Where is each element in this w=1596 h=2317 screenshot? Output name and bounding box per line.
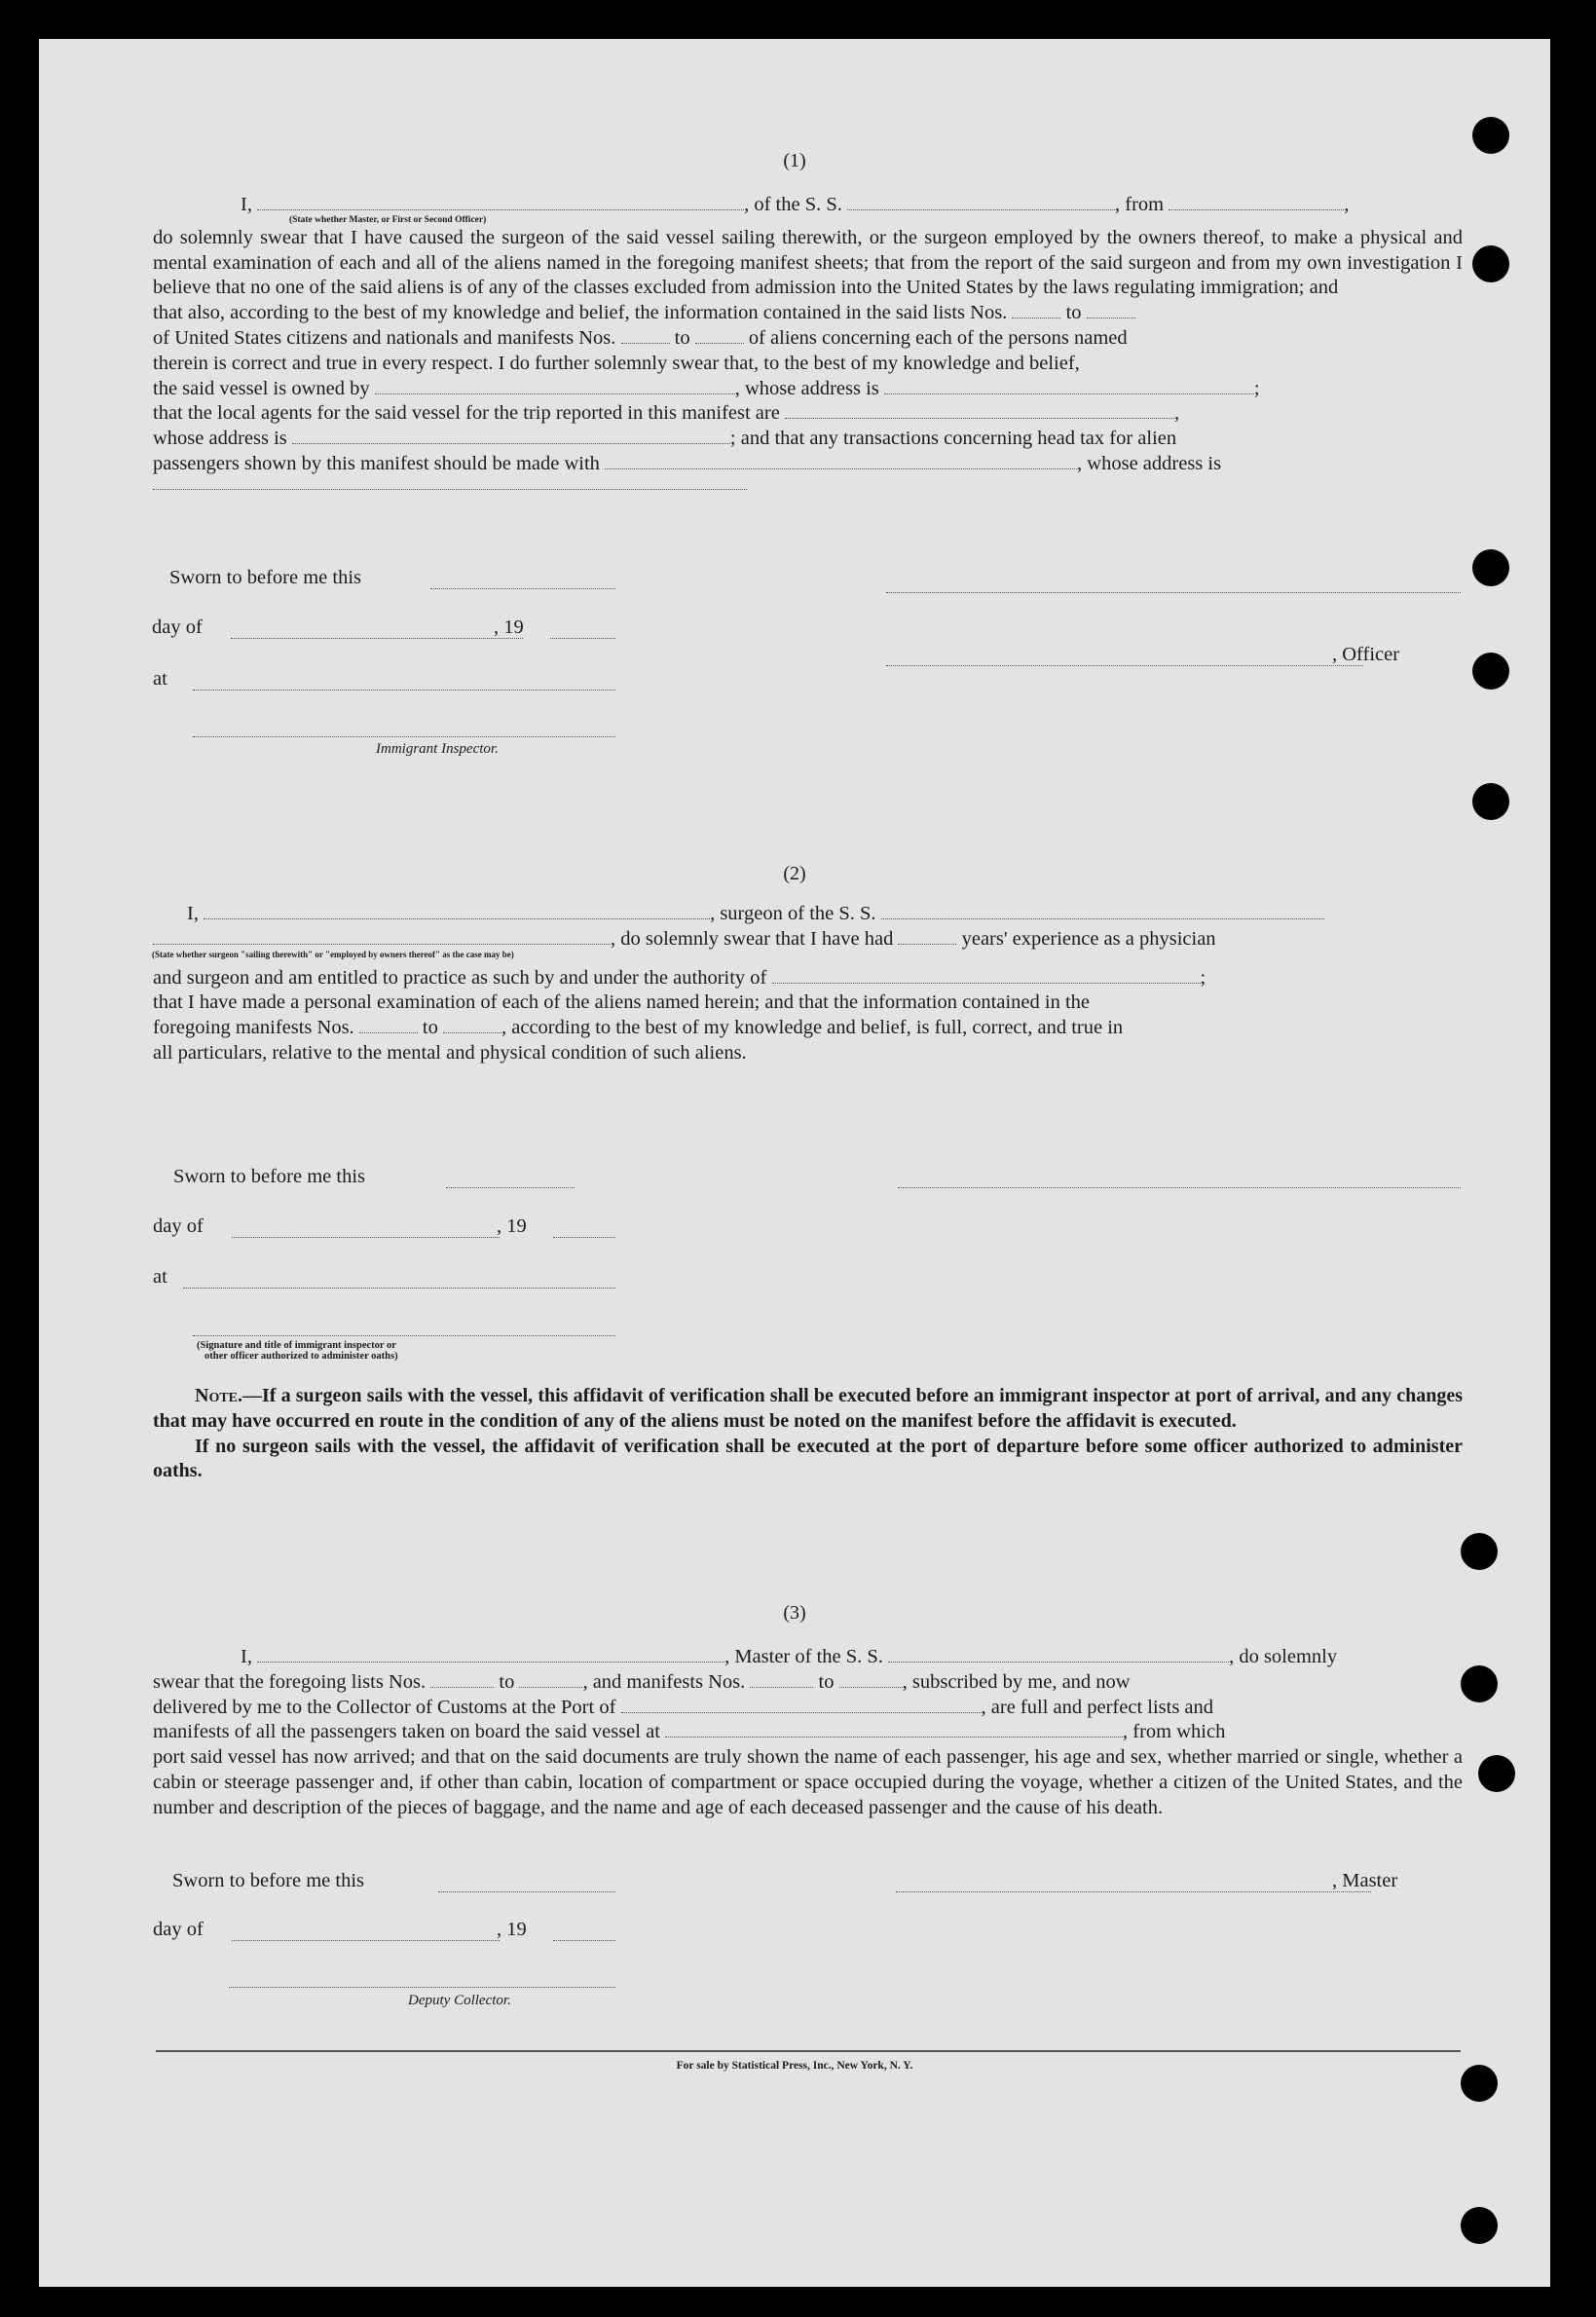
owner-address-field[interactable]: [884, 378, 1254, 394]
punch-hole: [1461, 2207, 1498, 2244]
boarding-port-field[interactable]: [665, 1721, 1123, 1738]
form-page: [39, 39, 1550, 2287]
deputy-collector-caption: Deputy Collector.: [408, 1993, 511, 2008]
sworn-label-3: Sworn to before me this: [172, 1870, 364, 1891]
footer-text: For sale by Statistical Press, Inc., New York, N. Y.: [676, 2060, 913, 2072]
place-field-1[interactable]: [193, 689, 615, 691]
authority-field[interactable]: [772, 967, 1201, 984]
year-field-1[interactable]: [550, 637, 615, 639]
inspector-signature-line-2[interactable]: [193, 1334, 615, 1336]
master-signature-line[interactable]: [896, 1890, 1371, 1892]
month-field-2[interactable]: [232, 1236, 500, 1238]
note-paragraph-1: —If a surgeon sails with the vessel, this affidavit of verification shall be executed before an immigrant inspector at port of arrival, and any changes that may have occurred en route in the condition of any of the aliens must be noted on the manifest before the affidavit is executed.: [153, 1385, 1463, 1432]
deputy-collector-signature-line[interactable]: [229, 1986, 615, 1988]
manifests-to-field[interactable]: [695, 327, 744, 344]
surgeon-status-field[interactable]: [153, 928, 611, 945]
note-paragraph-2: If no surgeon sails with the vessel, the affidavit of verification shall be executed at the port of departure before some officer authorized to administer oaths.: [153, 1435, 1463, 1482]
sworn-label-1: Sworn to before me this: [169, 567, 361, 588]
year-field-3[interactable]: [553, 1939, 615, 1941]
sig-caption-line2: other officer authorized to administer oaths): [204, 1351, 398, 1362]
master-label: , Master: [1332, 1870, 1398, 1891]
punch-hole: [1461, 1665, 1498, 1702]
master-lists-from-field[interactable]: [430, 1671, 494, 1688]
surgeon-vessel-field[interactable]: [881, 903, 1324, 919]
footer-rule: [156, 2050, 1461, 2052]
officer-label: , Officer: [1332, 644, 1400, 665]
officer-signature-line[interactable]: [886, 591, 1461, 593]
head-tax-address-field[interactable]: [153, 481, 747, 490]
year-field-2[interactable]: [553, 1236, 615, 1238]
years-experience-field[interactable]: [898, 928, 956, 945]
sworn-label-2: Sworn to before me this: [173, 1166, 365, 1187]
year-label-1: , 19: [494, 617, 524, 638]
punch-hole: [1472, 245, 1509, 282]
collector-port-field[interactable]: [621, 1697, 982, 1713]
punch-hole: [1472, 549, 1509, 586]
departure-port-field[interactable]: [1169, 194, 1344, 210]
master-manifests-to-field[interactable]: [839, 1671, 903, 1688]
section1-paragraph: do solemnly swear that I have caused the surgeon of the said vessel sailing therewith, or the surgeon employed by the owners thereof, to make a physical and mental examination of each and all of the aliens named in the foregoing manifest sheets; that from the report of the said surgeon and from my own investigation I believe that no one of the said aliens is of any of the classes excluded from admission into the United States by the laws regulating immigration; and: [153, 226, 1463, 299]
master-lists-to-field[interactable]: [519, 1671, 582, 1688]
master-name-field[interactable]: [257, 1646, 724, 1663]
day-of-label-1: day of: [152, 617, 203, 638]
lists-from-field[interactable]: [1012, 302, 1060, 318]
surgeon-signature-line[interactable]: [898, 1186, 1461, 1188]
surgeon-status-note: (State whether surgeon "sailing therewith" or "employed by owners thereof" as the case may be): [152, 949, 514, 959]
month-field-3[interactable]: [232, 1939, 500, 1941]
note-block: [153, 1384, 1463, 1484]
year-label-2: , 19: [497, 1215, 527, 1237]
owner-field[interactable]: [375, 378, 735, 394]
punch-hole: [1472, 653, 1509, 690]
punch-hole: [1478, 1755, 1515, 1792]
inspector-signature-line[interactable]: [193, 735, 615, 737]
master-manifests-from-field[interactable]: [750, 1671, 813, 1688]
section1-number: (1): [783, 150, 806, 171]
sworn-date-field-2[interactable]: [446, 1186, 575, 1188]
at-label-1: at: [153, 668, 167, 690]
officer-title-line[interactable]: [886, 664, 1363, 666]
note-label: Note.: [195, 1385, 243, 1406]
punch-hole: [1472, 783, 1509, 820]
agents-address-field[interactable]: [292, 428, 730, 444]
master-officer-note: (State whether Master, or First or Second Officer): [289, 214, 487, 225]
vessel-name-field[interactable]: [847, 194, 1115, 210]
surgeon-name-field[interactable]: [204, 903, 710, 919]
day-of-label-2: day of: [153, 1215, 204, 1237]
day-of-label-3: day of: [153, 1919, 204, 1940]
manifests-from-field[interactable]: [621, 327, 670, 344]
lists-to-field[interactable]: [1087, 302, 1135, 318]
master-vessel-field[interactable]: [888, 1646, 1229, 1663]
sig-caption-line1: (Signature and title of immigrant inspector or: [197, 1340, 396, 1351]
place-field-2[interactable]: [183, 1287, 615, 1289]
section3-body: I, , Master of the S. S. , do solemnly swear that the foregoing lists Nos. to , and manifests Nos. to , subscribed by me, and now delivered by me to the Collector of Customs at the Port of , are full and perfect lists and manifests of all the passengers taken on board the said vessel at , from which port said vessel has now arrived; and that on the said documents are truly shown the name of each passenger, his age and sex, whether married or single, whether a cabin or steerage passenger and, if other than cabin, location of compartment or space occupied during the voyage, whether a citizen of the United States, and the number and description of the pieces of baggage, and the name and age of each deceased passenger and the cause of his death.: [153, 1645, 1463, 1821]
punch-hole: [1472, 117, 1509, 154]
section3-paragraph: port said vessel has now arrived; and that on the said documents are truly shown the name of each passenger, his age and sex, whether married or single, whether a cabin or steerage passenger and, if other than cabin, location of compartment or space occupied during the voyage, whether a citizen of the United States, and the number and description of the pieces of baggage, and the name and age of each deceased passenger and the cause of his death.: [153, 1746, 1463, 1818]
section2-number: (2): [783, 863, 806, 884]
section1-body: I, , of the S. S. , from , (State whether Master, or First or Second Officer) do solemnly swear that I have caused the surgeon of the said vessel sailing therewith, or the surgeon employed by the owners thereof, to make a physical and mental examination of each and all of the aliens named in the foregoing manifest sheets; that from the report of the said surgeon and from my own investigation I believe that no one of the said aliens is of any of the classes excluded from admission into the United States by the laws regulating immigration; and that also, according to the best of my knowledge and belief, the information contained in the said lists Nos. to of United States citizens and nationals and manifests Nos. to of aliens concerning each of the persons named therein is correct and true in every respect. I do further solemnly swear that, to the best of my knowledge and belief, the said vessel is owned by , whose address is ; that the local agents for the said vessel for the trip reported in this manifest are , whose address is ; and that any transactions concerning head tax for alien passengers shown by this manifest should be made with , whose address is: [153, 193, 1463, 490]
immigrant-inspector-caption: Immigrant Inspector.: [376, 741, 499, 757]
at-label-2: at: [153, 1266, 167, 1288]
sworn-date-field-3[interactable]: [438, 1890, 615, 1892]
surgeon-manifests-to-field[interactable]: [443, 1017, 501, 1033]
sworn-date-field-1[interactable]: [430, 587, 615, 589]
month-field-1[interactable]: [231, 637, 523, 639]
head-tax-party-field[interactable]: [605, 453, 1077, 469]
year-label-3: , 19: [497, 1919, 527, 1940]
punch-hole: [1461, 1533, 1498, 1570]
section2-body: I, , surgeon of the S. S. , do solemnly swear that I have had years' experience as a physician (State whether surgeon "sailing therewith" or "employed by owners thereof" as the case may be) and surgeon and am entitled to practice as such by and under the authority of ; that I have made a personal examination of each of the aliens named herein; and that the information contained in the foregoing manifests Nos. to , according to the best of my knowledge and belief, is full, correct, and true in all particulars, relative to the mental and physical condition of such aliens.: [153, 902, 1463, 1066]
section1-line1: I, , of the S. S. , from ,: [241, 194, 1350, 215]
local-agents-field[interactable]: [785, 402, 1174, 419]
section3-number: (3): [783, 1602, 806, 1624]
surgeon-manifests-from-field[interactable]: [359, 1017, 418, 1033]
officer-name-field[interactable]: [257, 194, 744, 210]
